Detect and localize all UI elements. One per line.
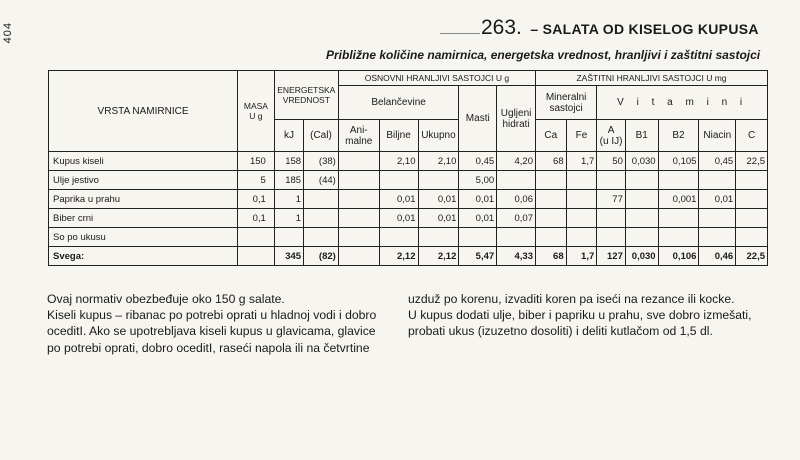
cell-animal: [338, 209, 379, 228]
cell-niacin: [699, 228, 736, 247]
cell-kj: 1: [274, 190, 303, 209]
cell-b2: 0,106: [658, 247, 699, 266]
cell-b1: [625, 209, 658, 228]
cell-mass: [238, 228, 275, 247]
recipe-number: 263.: [481, 16, 522, 39]
cell-fats: 0,45: [459, 152, 497, 171]
cell-cal: (44): [304, 171, 339, 190]
cell-niacin: 0,01: [699, 190, 736, 209]
cell-plant: 2,12: [379, 247, 418, 266]
cell-b2: 0,001: [658, 190, 699, 209]
cell-vitamin-a: [597, 171, 626, 190]
cell-plant: 0,01: [379, 190, 418, 209]
table-row: [49, 228, 768, 247]
cell-name: Biber crni: [49, 209, 238, 228]
header-ca: Ca: [535, 120, 566, 152]
cell-protein-total: 2,12: [418, 247, 459, 266]
header-cal: (Cal): [304, 120, 339, 152]
cell-vitamin-a: 127: [597, 247, 626, 266]
header-kj: kJ: [274, 120, 303, 152]
cell-c: [736, 209, 768, 228]
cell-carbs: 0,06: [497, 190, 536, 209]
cell-name: So po ukusu: [49, 228, 238, 247]
cell-b2: [658, 209, 699, 228]
cell-ca: [535, 228, 566, 247]
cell-cal: [304, 209, 339, 228]
header-proteins: Belančevine: [338, 86, 459, 120]
header-fats: Masti: [459, 86, 497, 152]
cell-fats: 0,01: [459, 190, 497, 209]
cell-mass: 5: [238, 171, 275, 190]
cell-ca: [535, 171, 566, 190]
cell-b1: 0,030: [625, 152, 658, 171]
cell-b1: 0,030: [625, 247, 658, 266]
cell-carbs: [497, 171, 536, 190]
cell-ca: [535, 190, 566, 209]
cell-c: [736, 228, 768, 247]
header-mass: MASA U g: [238, 71, 275, 152]
cell-ca: [535, 209, 566, 228]
instruction-line: probati ukus (izuzetno dosoliti) i deliti kutlačom od 1,5 dl.: [408, 324, 713, 339]
cell-fe: [566, 228, 597, 247]
cell-fats: 5,00: [459, 171, 497, 190]
header-b2: B2: [658, 120, 699, 152]
nutrition-table: [48, 70, 768, 266]
cell-b1: [625, 171, 658, 190]
cell-kj: 345: [274, 247, 303, 266]
cell-name: Ulje jestivo: [49, 171, 238, 190]
cell-plant: [379, 228, 418, 247]
header-niacin: Niacin: [699, 120, 736, 152]
recipe-name: – SALATA OD KISELOG KUPUSA: [530, 21, 759, 37]
cell-c: 22,5: [736, 247, 768, 266]
header-carbs: Ugljeni hidrati: [497, 86, 536, 152]
cell-name: Paprika u prahu: [49, 190, 238, 209]
instruction-line: Ovaj normativ obezbeđuje oko 150 g salate.: [47, 292, 285, 306]
header-c: C: [736, 120, 768, 152]
cell-plant: 0,01: [379, 209, 418, 228]
cell-fats: 0,01: [459, 209, 497, 228]
cell-vitamin-a: [597, 228, 626, 247]
instruction-line: po potrebi oprati, dobro oceditI, raseći napola ili na četvrtine: [47, 340, 370, 355]
cell-fats: 5,47: [459, 247, 497, 266]
cell-c: [736, 171, 768, 190]
cell-kj: 158: [274, 152, 303, 171]
recipe-subtitle: Približne količine namirnica, energetska vrednost, hranljivi i zaštitni sastojci: [326, 48, 761, 62]
cell-carbs: 4,33: [497, 247, 536, 266]
cell-cal: (38): [304, 152, 339, 171]
cell-b1: [625, 228, 658, 247]
header-vitamin-a: A (u IJ): [597, 120, 626, 152]
cell-ca: 68: [535, 247, 566, 266]
cell-plant: [379, 171, 418, 190]
table-row: [49, 152, 768, 171]
cell-animal: [338, 190, 379, 209]
cell-niacin: 0,45: [699, 152, 736, 171]
cell-animal: [338, 247, 379, 266]
header-item: VRSTA NAMIRNICE: [49, 71, 238, 152]
cell-fe: 1,7: [566, 247, 597, 266]
cell-fats: [459, 228, 497, 247]
cell-fe: [566, 171, 597, 190]
header-fe: Fe: [566, 120, 597, 152]
cell-niacin: 0,46: [699, 247, 736, 266]
cell-protein-total: [418, 228, 459, 247]
cell-c: 22,5: [736, 152, 768, 171]
cell-kj: 185: [274, 171, 303, 190]
cell-fe: [566, 209, 597, 228]
header-animal: Ani- malne: [338, 120, 379, 152]
cell-name: Svega:: [49, 247, 238, 266]
cell-plant: 2,10: [379, 152, 418, 171]
cell-fe: [566, 190, 597, 209]
cell-mass: 0,1: [238, 209, 275, 228]
cell-name: Kupus kiseli: [49, 152, 238, 171]
cell-niacin: [699, 209, 736, 228]
title-rule: [440, 33, 480, 34]
cell-vitamin-a: 50: [597, 152, 626, 171]
cell-mass: [238, 247, 275, 266]
cell-mass: 150: [238, 152, 275, 171]
cell-cal: (82): [304, 247, 339, 266]
cell-protein-total: 0,01: [418, 190, 459, 209]
header-plant: Biljne: [379, 120, 418, 152]
cell-b2: [658, 171, 699, 190]
header-protective-nutrients: ZAŠTITNI HRANLJIVI SASTOJCI U mg: [535, 71, 767, 86]
instructions-right-column: [408, 291, 770, 340]
instructions-left-column: [47, 291, 399, 356]
cell-ca: 68: [535, 152, 566, 171]
cell-cal: [304, 228, 339, 247]
total-row: [49, 247, 768, 266]
cell-protein-total: [418, 171, 459, 190]
cell-cal: [304, 190, 339, 209]
table-row: [49, 171, 768, 190]
cell-b2: [658, 228, 699, 247]
cell-protein-total: 0,01: [418, 209, 459, 228]
header-energy: ENERGETSKA VREDNOST: [274, 71, 338, 120]
cell-carbs: 0,07: [497, 209, 536, 228]
cell-animal: [338, 152, 379, 171]
header-minerals: Mineralni sastojci: [535, 86, 596, 120]
instruction-line: Kiseli kupus – ribanac po potrebi oprati u hladnoj vodi i dobro: [47, 308, 377, 323]
table-row: [49, 209, 768, 228]
header-vitamins: V i t a m i n i: [597, 86, 768, 120]
cell-fe: 1,7: [566, 152, 597, 171]
cell-carbs: [497, 228, 536, 247]
instruction-line: oceditI. Ako se upotrebljava kiseli kupus u glavicama, glavice: [47, 324, 376, 339]
instruction-line: uzduž po korenu, izvaditi koren pa iseći na rezance ili kocke.: [408, 292, 735, 306]
table-row: [49, 190, 768, 209]
cell-animal: [338, 171, 379, 190]
cell-kj: 1: [274, 209, 303, 228]
cell-mass: 0,1: [238, 190, 275, 209]
page-number: 404: [2, 22, 14, 44]
cell-carbs: 4,20: [497, 152, 536, 171]
cell-b1: [625, 190, 658, 209]
cell-vitamin-a: 77: [597, 190, 626, 209]
cell-b2: 0,105: [658, 152, 699, 171]
cell-protein-total: 2,10: [418, 152, 459, 171]
cell-vitamin-a: [597, 209, 626, 228]
cell-animal: [338, 228, 379, 247]
header-protein-total: Ukupno: [418, 120, 459, 152]
header-b1: B1: [625, 120, 658, 152]
cell-niacin: [699, 171, 736, 190]
cell-kj: [274, 228, 303, 247]
cell-c: [736, 190, 768, 209]
instruction-line: U kupus dodati ulje, biber i papriku u prahu, sve dobro izmešati,: [408, 308, 752, 323]
header-basic-nutrients: OSNOVNI HRANLJIVI SASTOJCI U g: [338, 71, 535, 86]
recipe-title: [481, 16, 759, 40]
